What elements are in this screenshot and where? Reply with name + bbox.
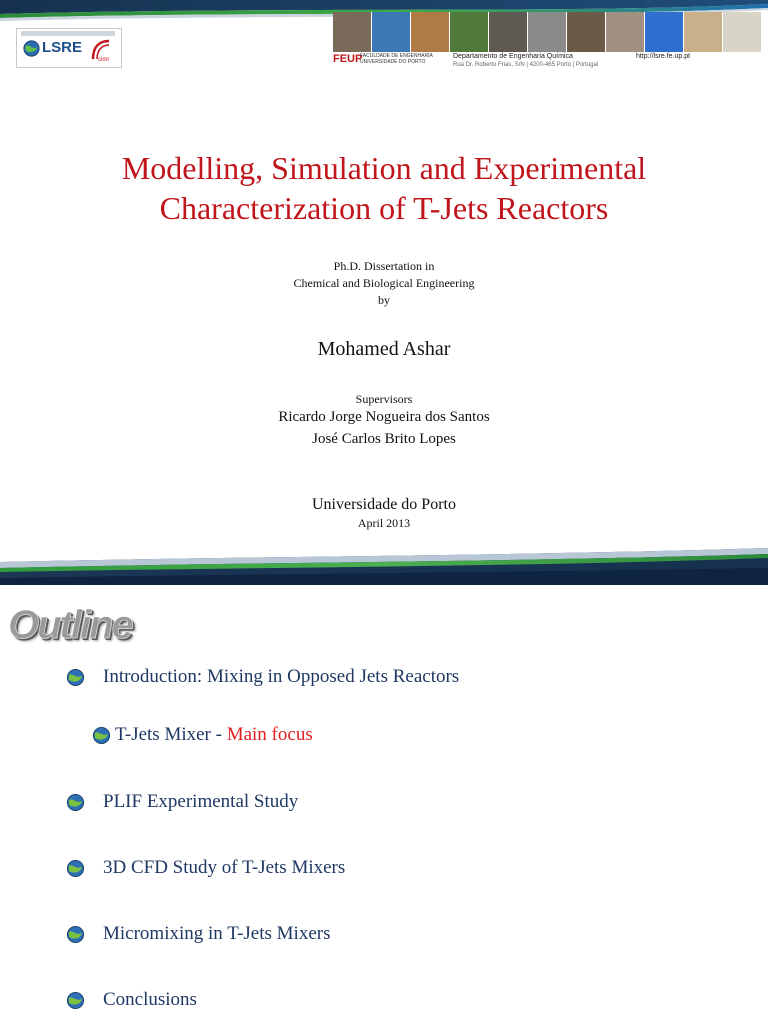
bullet-globe-icon [66, 925, 85, 944]
header-photo-tile [489, 12, 528, 52]
department-name: Departamento de Engenharia Química [453, 53, 573, 60]
outline-item [66, 665, 459, 689]
header-photo-tile [684, 12, 723, 52]
department-caption [453, 53, 631, 69]
cimr-logo-icon [89, 37, 115, 63]
header-photo-tile [723, 12, 762, 52]
header-photo-tile [450, 12, 489, 52]
header-photo-tile [606, 12, 645, 52]
bullet-globe-icon [66, 793, 85, 812]
feup-caption-line1: FACULDADE DE ENGENHARIA [360, 53, 433, 59]
header-photo-tile [567, 12, 606, 52]
header-photo-tile [645, 12, 684, 52]
outline-item [66, 988, 197, 1012]
outline-item-text: PLIF Experimental Study [103, 791, 299, 812]
supervisor-1: Ricardo Jorge Nogueira dos Santos [278, 409, 490, 425]
title-line-1: Modelling, Simulation and Experimental [121, 150, 647, 186]
lsre-url[interactable]: http://lsre.fe.up.pt [636, 53, 691, 60]
outline-slide [0, 585, 768, 1024]
header-photo-tile [372, 12, 411, 52]
dissertation-line-2: Chemical and Biological Engineering [293, 276, 475, 290]
logo-header-strip [21, 31, 115, 36]
outline-item-text: Micromixing in T-Jets Mixers [103, 923, 331, 944]
outline-item-text: Introduction: Mixing in Opposed Jets Reactors [103, 666, 460, 687]
lsre-logo [16, 28, 122, 68]
university-name: Universidade do Porto [312, 496, 456, 513]
header-photo-tile [333, 12, 372, 52]
dissertation-line-1: Ph.D. Dissertation in [333, 259, 435, 273]
bottom-swoosh-decoration [0, 548, 768, 585]
supervisors-label: Supervisors [355, 392, 413, 406]
header-photo-strip [333, 12, 768, 52]
bullet-globe-icon [66, 991, 85, 1010]
bullet-globe-icon [66, 859, 85, 878]
presentation-date: April 2013 [357, 516, 411, 530]
lsre-globe-icon [23, 40, 40, 57]
department-address: Rua Dr. Roberto Frias, S/N | 4200-465 Porto | Portugal [453, 62, 599, 68]
outline-item [66, 922, 330, 946]
feup-mark: FEUP [333, 53, 363, 65]
lsre-logo-text: LSRE [42, 39, 83, 56]
outline-sub-item [92, 723, 313, 747]
header-photo-tile [528, 12, 567, 52]
outline-item-highlight: Main focus [226, 724, 313, 745]
outline-item [66, 790, 298, 814]
header-photo-tile [411, 12, 450, 52]
title-line-2: Characterization of T-Jets Reactors [159, 190, 609, 226]
outline-item [66, 856, 345, 880]
feup-caption [360, 53, 446, 65]
dissertation-line-3: by [378, 293, 390, 307]
outline-item-text: 3D CFD Study of T-Jets Mixers [103, 857, 346, 878]
author-name: Mohamed Ashar [317, 338, 451, 360]
outline-item-text: Conclusions [103, 989, 197, 1010]
outline-item-text: T-Jets Mixer - [115, 724, 227, 745]
cimr-logo-text: cimr [98, 57, 110, 63]
supervisor-2: José Carlos Brito Lopes [312, 431, 456, 447]
presentation-title [40, 148, 728, 228]
bullet-globe-icon [92, 726, 111, 745]
bullet-globe-icon [66, 668, 85, 687]
feup-caption-line2: UNIVERSIDADE DO PORTO [360, 59, 426, 65]
outline-title: Outline [8, 603, 132, 647]
